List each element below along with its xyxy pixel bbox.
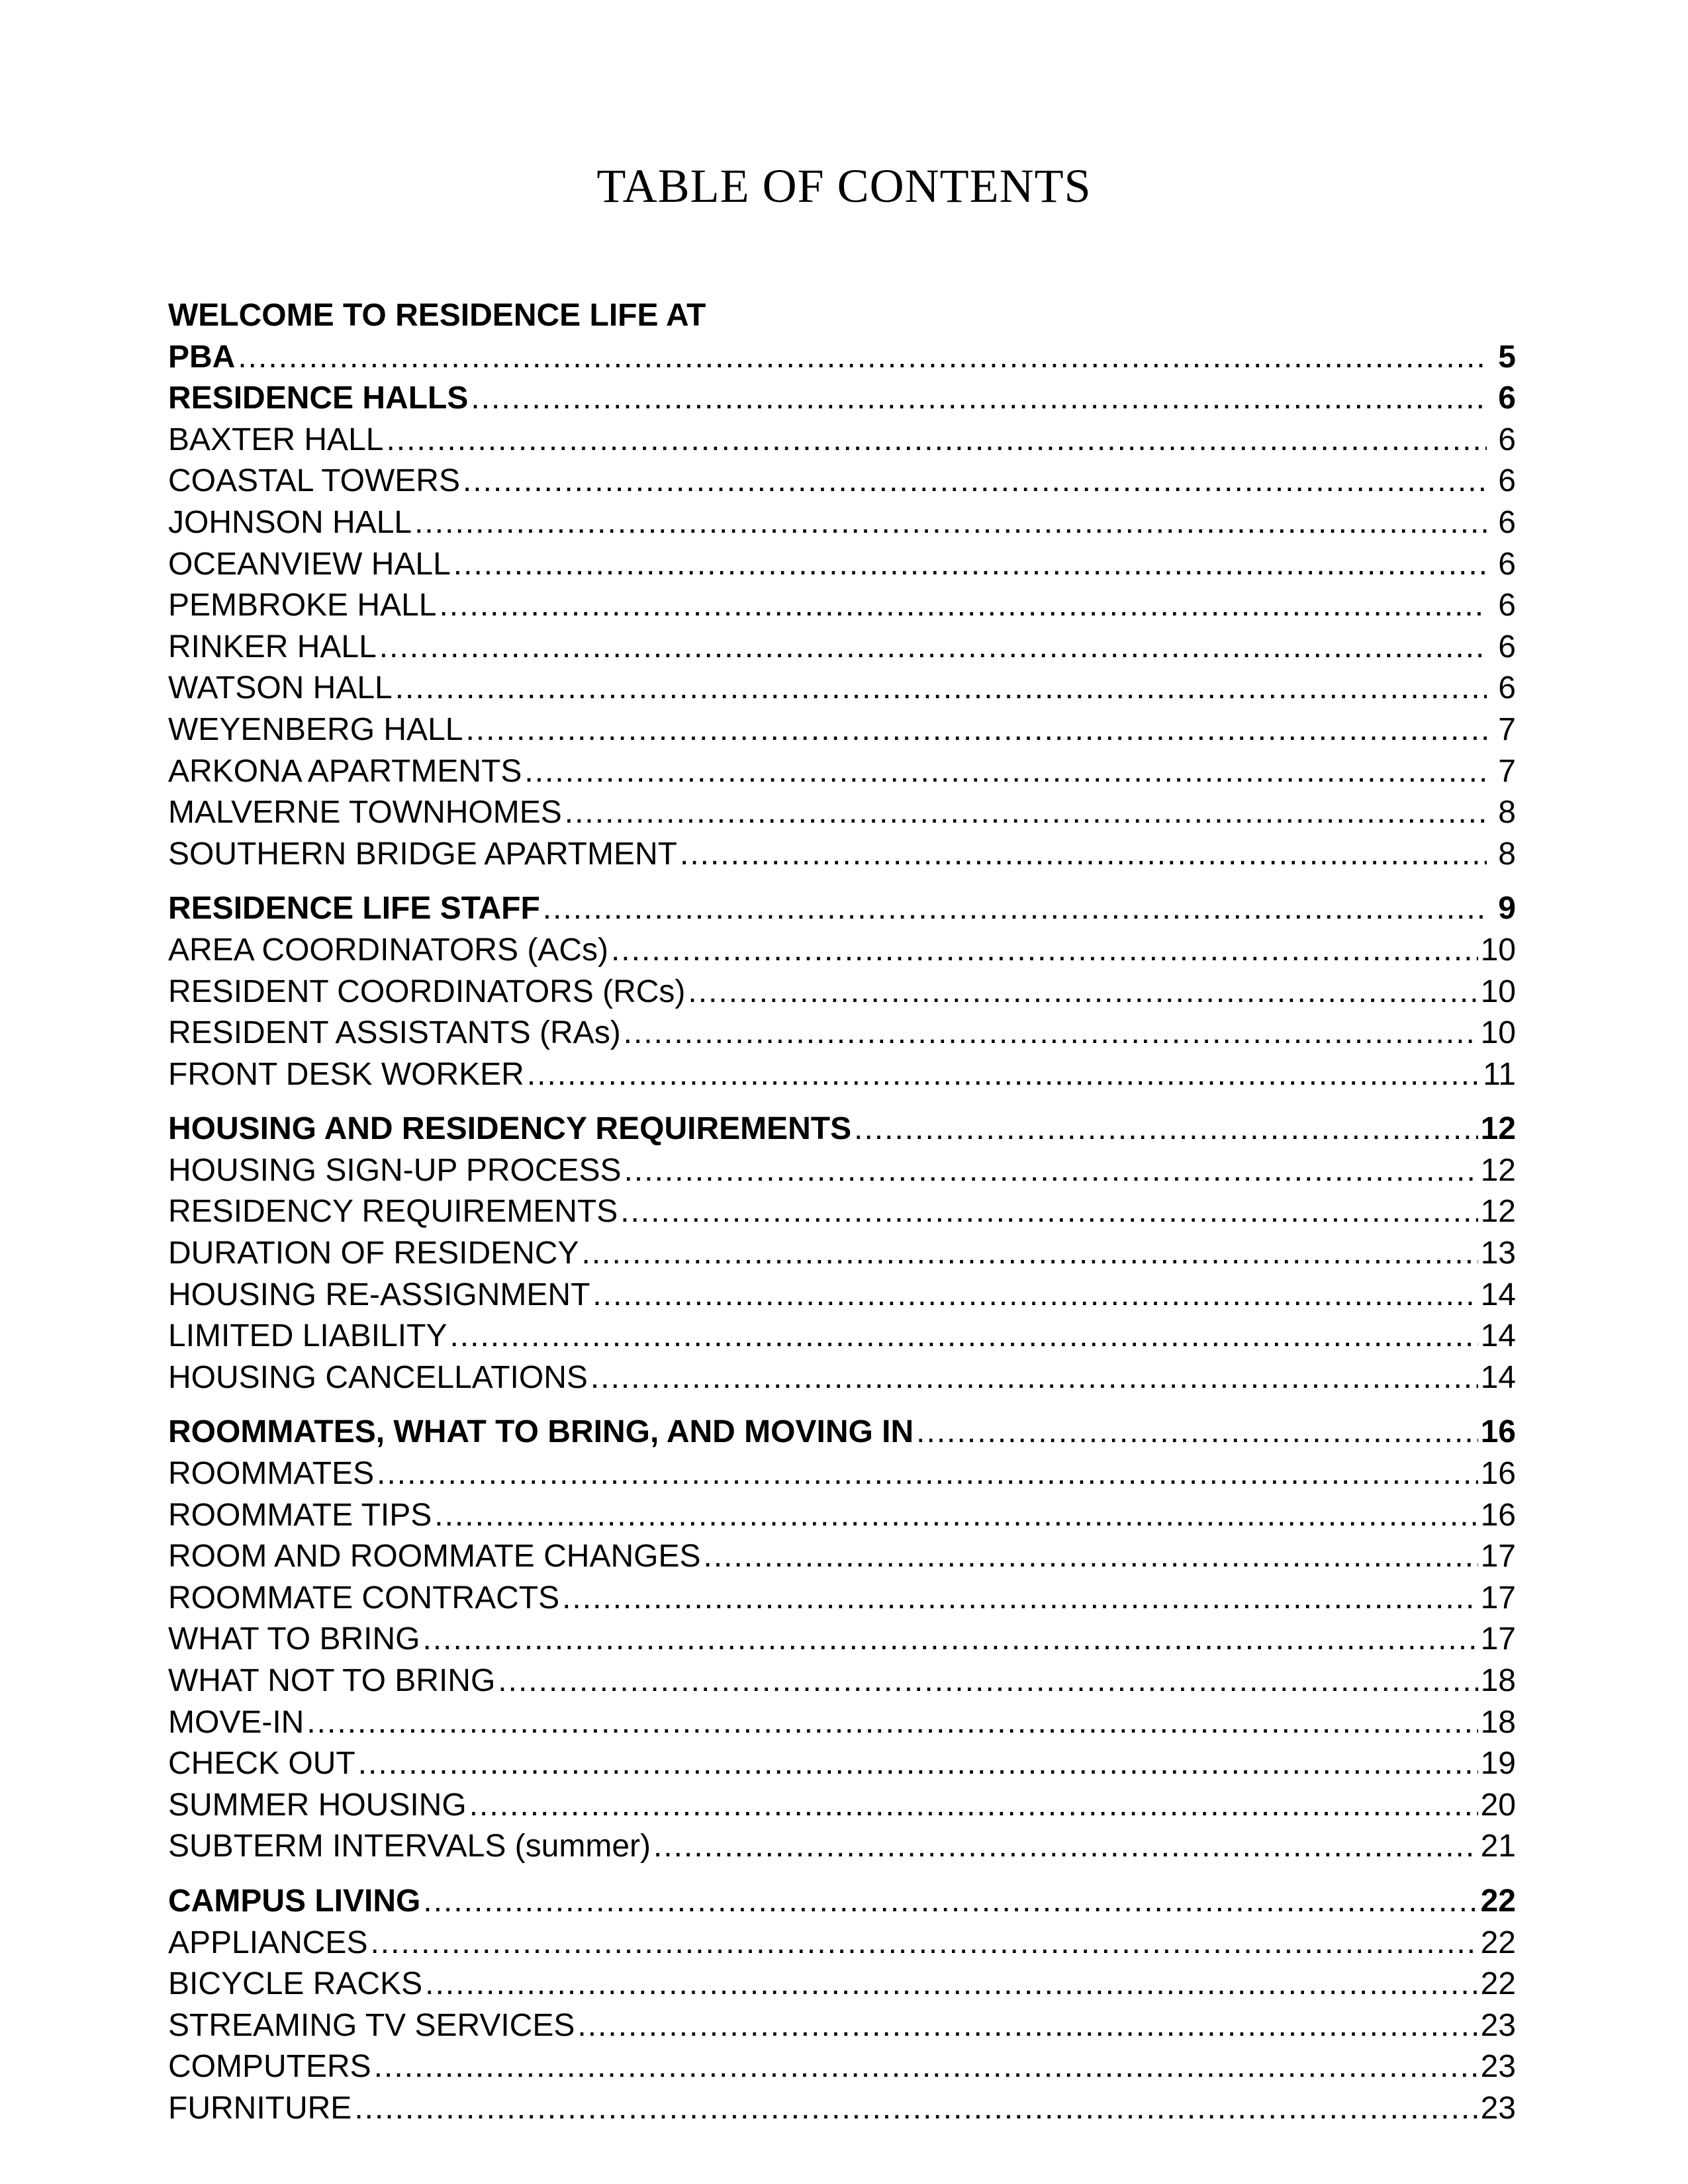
- dot-leader: [624, 1150, 1478, 1192]
- dot-leader: [377, 1453, 1478, 1495]
- toc-entry[interactable]: [168, 1316, 1516, 1357]
- toc-page-number: 19: [1480, 1746, 1516, 1782]
- dot-leader: [498, 1661, 1477, 1702]
- dot-leader: [592, 1275, 1477, 1316]
- toc-entry[interactable]: [168, 1826, 1516, 1868]
- toc-entry-label: RESIDENT ASSISTANTS (RAs): [168, 1015, 621, 1051]
- dot-leader: [453, 544, 1487, 586]
- toc-entry[interactable]: [168, 930, 1516, 972]
- toc-entry[interactable]: [168, 1785, 1516, 1827]
- toc-section-entry[interactable]: [168, 888, 1516, 930]
- dot-leader: [543, 888, 1487, 930]
- toc-entry[interactable]: [168, 1619, 1516, 1661]
- dot-leader: [386, 420, 1487, 461]
- toc-entry-label: WEYENBERG HALL: [168, 711, 463, 747]
- toc-entry[interactable]: [168, 1453, 1516, 1495]
- toc-entry[interactable]: [168, 1743, 1516, 1785]
- toc-page-number: 16: [1480, 1414, 1516, 1450]
- dot-leader: [565, 792, 1487, 834]
- toc-entry-label: SOUTHERN BRIDGE APARTMENT: [168, 836, 677, 872]
- toc-page-number: 6: [1498, 463, 1516, 499]
- toc-entry[interactable]: [168, 834, 1516, 876]
- toc-entry[interactable]: [168, 1536, 1516, 1578]
- toc-entry-label: ROOMMATE CONTRACTS: [168, 1580, 560, 1615]
- toc-page-number: 10: [1480, 932, 1516, 968]
- page-title: TABLE OF CONTENTS: [596, 159, 1092, 212]
- toc-page-number: 23: [1480, 2090, 1516, 2126]
- dot-leader: [688, 972, 1477, 1013]
- toc-entry-label: RINKER HALL: [168, 629, 377, 664]
- toc-entry-label: BICYCLE RACKS: [168, 1966, 423, 2002]
- dot-leader: [590, 1357, 1478, 1399]
- toc-page-number: 21: [1480, 1829, 1516, 1864]
- toc-entry[interactable]: [168, 1054, 1516, 1096]
- dot-leader: [370, 1923, 1477, 1964]
- toc-entry-label: FURNITURE: [168, 2090, 352, 2126]
- toc-entry-label: SUMMER HOUSING: [168, 1787, 467, 1823]
- toc-entry-label: OCEANVIEW HALL: [168, 546, 451, 582]
- toc-page-number: 23: [1480, 2007, 1516, 2043]
- dot-leader: [374, 2046, 1478, 2088]
- toc-entry-label: ROOMMATE TIPS: [168, 1497, 432, 1533]
- toc-page-number: 17: [1480, 1539, 1516, 1574]
- toc-entry-label: HOUSING SIGN-UP PROCESS: [168, 1152, 622, 1188]
- dot-leader: [562, 1578, 1478, 1619]
- dot-leader: [238, 337, 1487, 379]
- toc-page-number: 14: [1480, 1318, 1516, 1354]
- toc-page-number: 11: [1483, 1056, 1516, 1092]
- toc-entry[interactable]: [168, 1495, 1516, 1537]
- toc-entry[interactable]: [168, 751, 1516, 793]
- toc-entry-label: LIMITED LIABILITY: [168, 1318, 447, 1354]
- toc-entry-label: SUBTERM INTERVALS (summer): [168, 1829, 651, 1864]
- toc-page-number: 8: [1498, 836, 1516, 872]
- dot-leader: [624, 1013, 1478, 1054]
- toc-entry-label: RESIDENCE HALLS: [168, 381, 469, 416]
- toc-entry-label: ROOMMATES, WHAT TO BRING, AND MOVING IN: [168, 1414, 914, 1450]
- toc-entry-label: ROOM AND ROOMMATE CHANGES: [168, 1539, 701, 1574]
- toc-entry-label: AREA COORDINATORS (ACs): [168, 932, 608, 968]
- toc-entry[interactable]: [168, 1150, 1516, 1192]
- toc-page-number: 16: [1480, 1456, 1516, 1492]
- toc-entry[interactable]: [168, 972, 1516, 1013]
- toc-entry[interactable]: [168, 2046, 1516, 2088]
- toc-page-number: 10: [1480, 1015, 1516, 1051]
- toc-entry-label: HOUSING CANCELLATIONS: [168, 1359, 588, 1395]
- toc-entry-label: RESIDENCY REQUIREMENTS: [168, 1194, 618, 1230]
- toc-entry-label: PBA: [168, 339, 236, 375]
- toc-page-number: 10: [1480, 974, 1516, 1009]
- dot-leader: [704, 1536, 1478, 1578]
- toc-section-entry[interactable]: [168, 1881, 1516, 1923]
- dot-leader: [471, 378, 1487, 420]
- toc-entry-label: MOVE-IN: [168, 1704, 305, 1740]
- toc-entry-label: COMPUTERS: [168, 2049, 371, 2085]
- toc-entry-label: WHAT TO BRING: [168, 1621, 420, 1657]
- toc-entry[interactable]: [168, 709, 1516, 751]
- toc-page-number: 14: [1480, 1277, 1516, 1312]
- toc-entry[interactable]: [168, 1013, 1516, 1054]
- toc-page-number: 6: [1498, 504, 1516, 540]
- toc-entry[interactable]: [168, 2088, 1516, 2130]
- toc-section-entry[interactable]: [168, 1412, 1516, 1453]
- toc-entry-label: HOUSING RE-ASSIGNMENT: [168, 1277, 590, 1312]
- toc-page-number: 6: [1498, 546, 1516, 582]
- dot-leader: [414, 502, 1487, 544]
- dot-leader: [449, 1316, 1477, 1357]
- dot-leader: [439, 585, 1487, 627]
- table-of-contents: [168, 295, 1516, 2130]
- toc-entry-label: COASTAL TOWERS: [168, 463, 460, 499]
- toc-entry-label: FRONT DESK WORKER: [168, 1056, 524, 1092]
- toc-entry[interactable]: [168, 1702, 1516, 1744]
- dot-leader: [469, 1785, 1478, 1827]
- toc-entry[interactable]: [168, 1191, 1516, 1233]
- toc-page-number: 22: [1480, 1883, 1516, 1919]
- toc-page-number: 6: [1498, 670, 1516, 706]
- toc-entry[interactable]: [168, 585, 1516, 627]
- toc-entry-label: BAXTER HALL: [168, 422, 384, 457]
- toc-page-number: 13: [1480, 1236, 1516, 1271]
- toc-page-number: 20: [1480, 1787, 1516, 1823]
- toc-page-number: 12: [1480, 1111, 1516, 1147]
- toc-entry-label-line1: WELCOME TO RESIDENCE LIFE AT: [168, 298, 706, 333]
- toc-entry-label: DURATION OF RESIDENCY: [168, 1236, 579, 1271]
- toc-entry[interactable]: [168, 1233, 1516, 1275]
- toc-page-number: 23: [1480, 2049, 1516, 2085]
- toc-page-number: 6: [1498, 588, 1516, 623]
- toc-page-number: 16: [1480, 1497, 1516, 1533]
- dot-leader: [395, 668, 1487, 709]
- toc-entry-label: CAMPUS LIVING: [168, 1883, 421, 1919]
- toc-page-number: 14: [1480, 1359, 1516, 1395]
- toc-page-number: 17: [1480, 1621, 1516, 1657]
- dot-leader: [354, 2088, 1477, 2130]
- toc-page-number: 6: [1498, 629, 1516, 664]
- toc-entry[interactable]: [168, 627, 1516, 668]
- dot-leader: [577, 2005, 1477, 2047]
- toc-page-number: 9: [1498, 891, 1516, 927]
- dot-leader: [581, 1233, 1477, 1275]
- toc-entry-label: HOUSING AND RESIDENCY REQUIREMENTS: [168, 1111, 852, 1147]
- dot-leader: [653, 1826, 1478, 1868]
- dot-leader: [465, 709, 1487, 751]
- toc-entry-label: RESIDENT COORDINATORS (RCs): [168, 974, 686, 1009]
- toc-entry[interactable]: [168, 1578, 1516, 1619]
- toc-entry[interactable]: [168, 1357, 1516, 1399]
- toc-page-number: 8: [1498, 795, 1516, 831]
- toc-page-number: 12: [1480, 1194, 1516, 1230]
- toc-entry-label: RESIDENCE LIFE STAFF: [168, 891, 540, 927]
- toc-section-entry[interactable]: [168, 337, 1516, 379]
- dot-leader: [620, 1191, 1477, 1233]
- toc-entry-label: WHAT NOT TO BRING: [168, 1663, 496, 1698]
- toc-entry[interactable]: [168, 792, 1516, 834]
- toc-page-number: 18: [1480, 1704, 1516, 1740]
- toc-page-number: 12: [1480, 1152, 1516, 1188]
- dot-leader: [434, 1495, 1477, 1537]
- dot-leader: [524, 751, 1487, 793]
- toc-page-number: 7: [1498, 711, 1516, 747]
- dot-leader: [423, 1881, 1477, 1923]
- toc-entry[interactable]: [168, 668, 1516, 709]
- dot-leader: [854, 1109, 1477, 1150]
- toc-section-entry[interactable]: [168, 378, 1516, 420]
- toc-entry[interactable]: [168, 420, 1516, 461]
- toc-entry-label: PEMBROKE HALL: [168, 588, 437, 623]
- toc-page-number: 7: [1498, 753, 1516, 789]
- toc-page-number: 5: [1498, 339, 1516, 375]
- dot-leader: [306, 1702, 1477, 1744]
- toc-page-number: 6: [1498, 422, 1516, 457]
- toc-entry[interactable]: [168, 461, 1516, 502]
- dot-leader: [916, 1412, 1477, 1453]
- toc-entry[interactable]: [168, 502, 1516, 544]
- toc-entry-label: ARKONA APARTMENTS: [168, 753, 522, 789]
- toc-section-entry[interactable]: [168, 1109, 1516, 1150]
- toc-entry[interactable]: [168, 1275, 1516, 1316]
- dot-leader: [358, 1743, 1478, 1785]
- toc-entry[interactable]: [168, 1923, 1516, 1964]
- toc-entry-label: JOHNSON HALL: [168, 504, 412, 540]
- toc-page-number: 17: [1480, 1580, 1516, 1615]
- toc-page-number: 22: [1480, 1925, 1516, 1960]
- toc-entry-label: WATSON HALL: [168, 670, 393, 706]
- dot-leader: [680, 834, 1487, 876]
- dot-leader: [425, 1964, 1477, 2005]
- toc-entry[interactable]: [168, 1661, 1516, 1702]
- dot-leader: [379, 627, 1487, 668]
- toc-entry[interactable]: [168, 544, 1516, 586]
- dot-leader: [422, 1619, 1477, 1661]
- toc-page-number: 22: [1480, 1966, 1516, 2002]
- toc-page-number: 6: [1498, 381, 1516, 416]
- toc-entry-label: MALVERNE TOWNHOMES: [168, 795, 562, 831]
- dot-leader: [463, 461, 1487, 502]
- toc-entry-label: ROOMMATES: [168, 1456, 375, 1492]
- toc-entry[interactable]: [168, 1964, 1516, 2005]
- toc-entry-label: CHECK OUT: [168, 1746, 355, 1782]
- toc-entry-label: APPLIANCES: [168, 1925, 368, 1960]
- toc-page-number: 18: [1480, 1663, 1516, 1698]
- toc-entry-label: STREAMING TV SERVICES: [168, 2007, 575, 2043]
- dot-leader: [527, 1054, 1480, 1096]
- dot-leader: [611, 930, 1478, 972]
- toc-entry[interactable]: [168, 2005, 1516, 2047]
